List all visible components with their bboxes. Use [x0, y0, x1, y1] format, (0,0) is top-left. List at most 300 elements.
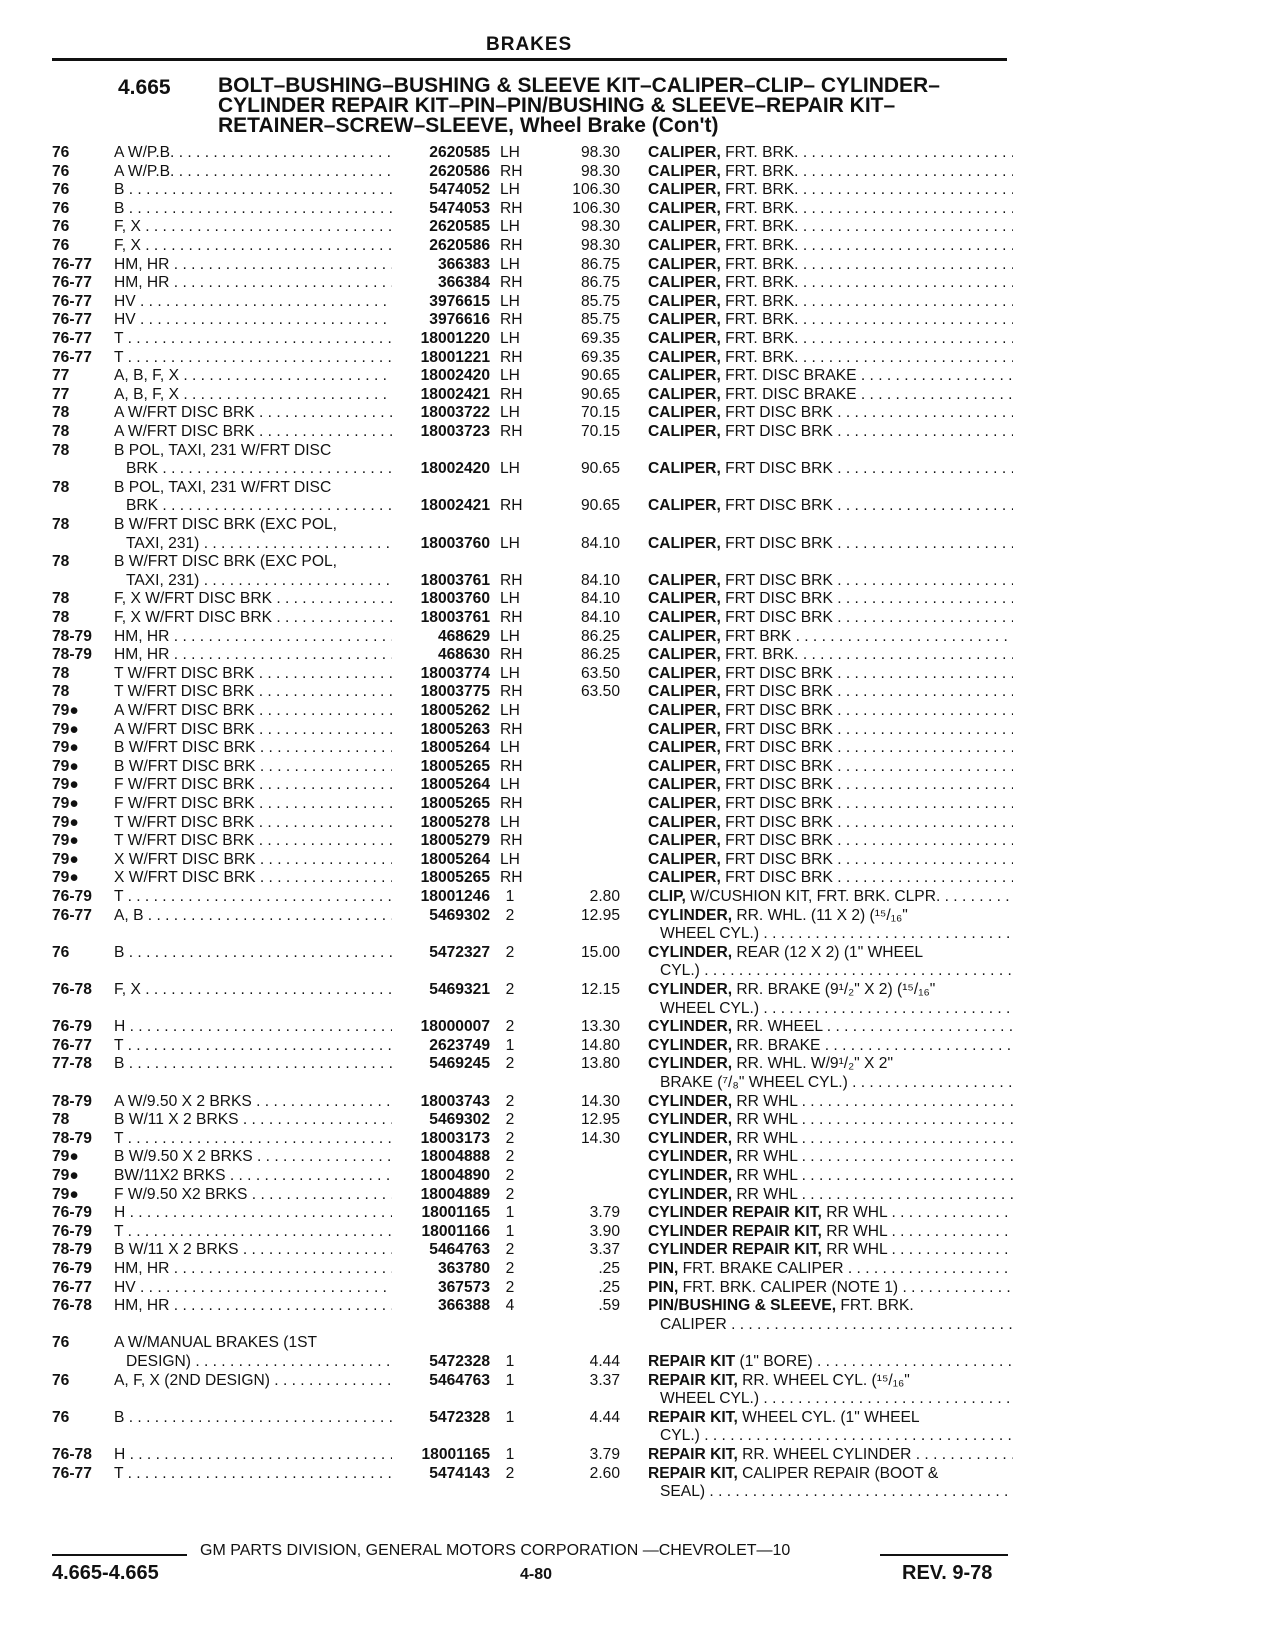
part-name: CYLINDER, — [648, 906, 733, 924]
leader-dots — [124, 1055, 392, 1072]
leader-dots — [256, 739, 392, 756]
part-detail: FRT. BRK. — [836, 1297, 914, 1315]
part-number: 18001166 — [421, 1222, 490, 1240]
leader-dots — [169, 1297, 392, 1314]
side-indicator: LH — [500, 181, 520, 199]
part-detail-cont: CYL.) — [660, 962, 700, 980]
side-indicator: RH — [500, 571, 523, 589]
leader-dots — [700, 962, 1012, 979]
part-detail: RR WHL — [732, 1092, 798, 1110]
part-description — [648, 423, 1013, 442]
model-applicability — [114, 702, 392, 721]
model-text: B W/11 X 2 BRKS — [114, 1111, 239, 1129]
part-description — [648, 1130, 1013, 1149]
side-indicator: LH — [500, 460, 520, 478]
leader-dots — [820, 1037, 1013, 1054]
model-applicability — [114, 1223, 392, 1242]
model-year: 76-77 — [52, 330, 92, 347]
model-text: A W/FRT DISC BRK — [114, 423, 255, 440]
quantity: 1 — [505, 1352, 515, 1370]
part-name: CALIPER, — [648, 497, 721, 515]
part-number: 18005265 — [420, 869, 490, 887]
part-description-cont — [660, 962, 1012, 981]
list-price: .25 — [598, 1260, 620, 1277]
model-applicability — [114, 293, 392, 312]
model-text: B — [114, 1055, 125, 1073]
part-name: PIN, — [648, 1260, 679, 1277]
part-number: 2620586 — [429, 162, 490, 180]
part-description — [648, 758, 1013, 777]
leader-dots — [123, 1465, 392, 1482]
part-description — [648, 144, 1013, 163]
model-applicability — [114, 628, 392, 647]
leader-dots — [141, 218, 392, 235]
part-detail: FRT DISC BRK — [720, 497, 833, 515]
part-name: REPAIR KIT, — [648, 1446, 738, 1463]
model-applicability — [114, 1409, 392, 1428]
part-number: 18005264 — [420, 776, 490, 794]
model-text: HM, HR — [114, 1260, 170, 1277]
model-year: 79● — [52, 1185, 79, 1203]
part-name: CYLINDER, — [648, 943, 733, 961]
model-text: F, X — [114, 981, 141, 998]
leader-dots — [252, 1093, 392, 1110]
leader-dots — [798, 218, 1013, 235]
footer-rule — [880, 1554, 1008, 1556]
leader-dots — [136, 311, 392, 328]
list-price: 3.37 — [589, 1371, 620, 1389]
list-price: .25 — [598, 1278, 620, 1296]
side-indicator: RH — [500, 237, 523, 254]
quantity: 1 — [505, 1204, 515, 1222]
side-indicator: LH — [500, 404, 520, 422]
part-description — [648, 1093, 1013, 1112]
leader-dots — [179, 367, 392, 384]
side-indicator: LH — [500, 813, 520, 831]
part-number: 5474143 — [429, 1464, 490, 1482]
part-detail: FRT DISC BRK — [720, 832, 833, 850]
model-applicability — [114, 423, 392, 442]
part-name: CALIPER, — [648, 237, 721, 254]
part-name: CYLINDER, — [648, 1111, 733, 1129]
part-name: CALIPER, — [648, 776, 721, 794]
part-detail: RR WHL — [821, 1222, 888, 1240]
part-name: CALIPER, — [648, 571, 721, 589]
side-indicator: RH — [500, 385, 523, 403]
part-number: 18005265 — [420, 795, 490, 812]
model-year: 77 — [52, 367, 70, 385]
model-applicability — [114, 646, 392, 665]
part-name: CALIPER, — [648, 757, 721, 775]
model-text: B POL, TAXI, 231 W/FRT DISC — [114, 441, 332, 459]
model-applicability — [114, 888, 392, 907]
part-detail: RR WHL — [732, 1111, 798, 1129]
model-text: B W/FRT DISC BRK (EXC POL, — [114, 553, 337, 571]
part-description-cont — [660, 1000, 1012, 1019]
quantity: 2 — [505, 1241, 515, 1259]
part-description — [648, 181, 1013, 200]
leader-dots — [833, 702, 1013, 719]
part-detail: FRT. BRK. — [720, 144, 799, 161]
leader-dots — [700, 1427, 1012, 1444]
model-year: 76 — [52, 162, 70, 180]
model-text: HM, HR — [114, 627, 170, 645]
model-text: A W/FRT DISC BRK — [114, 404, 255, 422]
model-applicability — [114, 981, 392, 1000]
leader-dots — [272, 609, 392, 626]
part-number: 5474053 — [429, 199, 490, 217]
part-detail: W/CUSHION KIT, FRT. BRK. CLPR. — [685, 888, 941, 905]
part-name: CALIPER, — [648, 292, 721, 310]
leader-dots — [255, 423, 392, 440]
quantity: 1 — [505, 1408, 515, 1426]
leader-dots — [833, 572, 1013, 589]
model-text-cont: BRK — [126, 460, 159, 478]
side-indicator: RH — [500, 683, 523, 701]
part-detail: FRT DISC BRK — [720, 776, 833, 794]
model-text: A, B, F, X — [114, 367, 179, 385]
leader-dots — [833, 776, 1013, 793]
part-name: CYLINDER, — [648, 1055, 733, 1073]
part-description — [648, 311, 1013, 330]
part-detail-cont: BRAKE (⁷/₈" WHEEL CYL.) — [660, 1073, 848, 1091]
part-detail: FRT. BRK. — [720, 255, 799, 273]
model-applicability — [114, 1167, 392, 1186]
model-applicability — [114, 144, 392, 163]
leader-dots — [255, 795, 392, 812]
part-description — [648, 218, 1013, 237]
leader-dots — [822, 1018, 1013, 1035]
part-description — [648, 795, 1013, 814]
model-applicability — [114, 386, 392, 405]
leader-dots — [255, 404, 392, 421]
leader-dots — [169, 646, 392, 663]
part-description — [648, 683, 1013, 702]
leader-dots — [848, 1074, 1012, 1091]
part-name: CALIPER, — [648, 813, 721, 831]
model-year: 76-77 — [52, 274, 92, 292]
part-description — [648, 535, 1013, 554]
side-indicator: RH — [500, 720, 523, 738]
part-number: 3976616 — [429, 311, 490, 329]
part-detail: FRT DISC BRK — [720, 720, 833, 738]
model-text: T — [114, 348, 124, 366]
section-title-line: CYLINDER REPAIR KIT–PIN–PIN/BUSHING & SLEEVE–REPAIR KIT– — [218, 94, 896, 117]
part-number: 2620585 — [429, 144, 490, 161]
leader-dots — [833, 590, 1013, 607]
model-applicability — [114, 1018, 392, 1037]
leader-dots — [797, 1111, 1013, 1128]
part-description-cont — [660, 1074, 1012, 1093]
model-text: B W/11 X 2 BRKS — [114, 1241, 239, 1259]
part-number: 468630 — [437, 646, 490, 664]
leader-dots — [239, 1241, 392, 1258]
part-description — [648, 1037, 1013, 1056]
part-detail: FRT. BRAKE CALIPER — [678, 1260, 844, 1277]
part-detail: FRT. BRK. — [720, 199, 799, 217]
model-applicability — [114, 200, 392, 219]
model-year: 76 — [52, 1371, 70, 1389]
part-description — [648, 1204, 1013, 1223]
list-price: 86.25 — [580, 646, 620, 664]
part-description-cont — [660, 1427, 1012, 1446]
leader-dots — [270, 1372, 392, 1389]
side-indicator: RH — [500, 311, 523, 329]
model-text-cont: BRK — [126, 497, 159, 515]
leader-dots — [797, 1148, 1013, 1165]
list-price: 70.15 — [580, 404, 620, 422]
leader-dots — [169, 274, 392, 291]
leader-dots — [798, 293, 1013, 310]
leader-dots — [199, 572, 392, 589]
leader-dots — [123, 888, 392, 905]
model-applicability — [114, 683, 392, 702]
leader-dots — [191, 1353, 392, 1370]
part-detail: FRT. BRK. — [720, 292, 799, 310]
model-applicability — [114, 758, 392, 777]
model-text: BW/11X2 BRKS — [114, 1167, 226, 1184]
leader-dots — [833, 535, 1013, 552]
model-text: T W/FRT DISC BRK — [114, 683, 255, 701]
quantity: 1 — [505, 1222, 515, 1240]
model-text: A W/9.50 X 2 BRKS — [114, 1092, 252, 1110]
part-number: 18003723 — [420, 423, 490, 440]
leader-dots — [124, 200, 392, 217]
part-description — [648, 1353, 1013, 1372]
side-indicator: RH — [500, 162, 523, 180]
part-name: CALIPER, — [648, 683, 721, 701]
part-detail: FRT DISC BRK — [720, 571, 833, 589]
model-applicability — [114, 1204, 392, 1223]
part-description — [648, 274, 1013, 293]
side-indicator: LH — [500, 850, 520, 868]
part-description — [648, 163, 1013, 182]
list-price: 84.10 — [580, 609, 620, 626]
model-year: 79● — [52, 813, 79, 831]
model-text: HM, HR — [114, 274, 170, 292]
leader-dots — [833, 869, 1013, 886]
part-description — [648, 1018, 1013, 1037]
leader-dots — [833, 460, 1013, 477]
part-number: 18004889 — [420, 1185, 490, 1203]
leader-dots — [136, 293, 392, 310]
side-indicator: RH — [500, 609, 523, 626]
part-name: CALIPER, — [648, 218, 721, 236]
quantity: 2 — [505, 1278, 515, 1296]
model-year: 78 — [52, 609, 70, 626]
model-text: A W/P.B. — [114, 162, 175, 180]
leader-dots — [136, 1279, 392, 1296]
part-name: CALIPER, — [648, 348, 721, 366]
model-year: 76 — [52, 943, 70, 961]
part-detail: FRT DISC BRK — [720, 460, 833, 478]
part-number: 18005262 — [420, 702, 490, 719]
quantity: 1 — [505, 1371, 515, 1389]
part-number: 18002421 — [420, 385, 490, 403]
leader-dots — [705, 1483, 1012, 1500]
part-number: 2623749 — [429, 1036, 490, 1054]
part-number: 18004888 — [420, 1148, 490, 1166]
part-detail: FRT DISC BRK — [720, 590, 833, 608]
model-text: A, B — [114, 906, 144, 924]
model-year: 76-79 — [52, 1018, 92, 1036]
part-name: CALIPER, — [648, 720, 721, 738]
model-applicability — [114, 218, 392, 237]
part-number: 18005265 — [420, 757, 490, 775]
part-description — [648, 1446, 1013, 1465]
part-description — [648, 814, 1013, 833]
leader-dots — [158, 460, 392, 477]
part-detail: FRT DISC BRK — [720, 404, 833, 422]
leader-dots — [125, 1204, 392, 1221]
model-text: B W/FRT DISC BRK (EXC POL, — [114, 516, 337, 533]
leader-dots — [798, 181, 1013, 198]
model-text: B POL, TAXI, 231 W/FRT DISC — [114, 478, 332, 496]
part-description-cont — [660, 1483, 1012, 1502]
model-applicability — [114, 944, 392, 963]
part-detail: REAR (12 X 2) (1" WHEEL — [732, 943, 924, 961]
part-number: 18003775 — [420, 683, 490, 701]
leader-dots — [833, 814, 1013, 831]
leader-dots — [169, 1260, 392, 1277]
list-price: 86.25 — [580, 627, 620, 645]
model-applicability — [114, 795, 392, 814]
model-applicability — [114, 367, 392, 386]
model-year: 76 — [52, 1334, 70, 1352]
part-description — [648, 572, 1013, 591]
leader-dots — [141, 237, 392, 254]
part-description — [648, 1297, 1013, 1316]
list-price: 3.90 — [589, 1222, 620, 1240]
list-price: 86.75 — [580, 274, 620, 292]
model-year: 79● — [52, 776, 79, 794]
part-detail: FRT. BRK. — [720, 646, 799, 664]
leader-dots — [798, 144, 1013, 161]
part-description — [648, 1409, 1013, 1428]
model-year: 78 — [52, 478, 70, 496]
model-text: A W/MANUAL BRAKES (1ST — [114, 1334, 318, 1352]
list-price: 106.30 — [572, 199, 620, 217]
part-name: CALIPER, — [648, 739, 721, 757]
part-number: 18003774 — [420, 664, 490, 682]
model-applicability — [114, 1093, 392, 1112]
part-detail: RR. WHL. W/9¹/₂" X 2" — [732, 1055, 893, 1073]
leader-dots — [887, 1223, 1013, 1240]
model-year: 79● — [52, 1148, 79, 1166]
header-rule — [52, 58, 1007, 61]
leader-dots — [833, 832, 1013, 849]
model-text: B W/9.50 X 2 BRKS — [114, 1148, 253, 1166]
part-name: REPAIR KIT — [648, 1352, 736, 1370]
part-name: CALIPER, — [648, 144, 721, 161]
model-applicability-cont — [126, 572, 392, 591]
part-description — [648, 367, 1013, 386]
model-applicability — [114, 721, 392, 740]
model-year: 76-77 — [52, 292, 92, 310]
part-number: 363780 — [437, 1260, 490, 1277]
list-price: 86.75 — [580, 255, 620, 273]
model-applicability — [114, 404, 392, 423]
part-description — [648, 1167, 1013, 1186]
list-price: 3.37 — [589, 1241, 620, 1259]
part-description — [648, 832, 1013, 851]
part-number: 18002420 — [420, 460, 490, 478]
part-detail: CALIPER REPAIR (BOOT & — [737, 1464, 939, 1482]
model-text: T — [114, 1036, 124, 1054]
side-indicator: RH — [500, 869, 523, 887]
model-text: B W/FRT DISC BRK — [114, 739, 256, 757]
part-name: CALIPER, — [648, 609, 721, 626]
model-year: 78 — [52, 590, 70, 608]
part-detail-cont: WHEEL CYL.) — [660, 1390, 760, 1408]
model-applicability — [114, 163, 392, 182]
part-name: CALIPER, — [648, 832, 721, 850]
quantity: 2 — [505, 1092, 515, 1110]
part-description-cont — [660, 925, 1012, 944]
model-text: T — [114, 330, 124, 347]
model-applicability — [114, 1260, 392, 1279]
list-price: 85.75 — [580, 311, 620, 329]
model-applicability — [114, 349, 392, 368]
model-text: F, X W/FRT DISC BRK — [114, 609, 272, 626]
footer-section-range: 4.665-4.665 — [52, 1562, 159, 1584]
side-indicator: LH — [500, 702, 520, 719]
leader-dots — [125, 1018, 392, 1035]
model-year: 76 — [52, 144, 70, 161]
part-name: CALIPER, — [648, 385, 721, 403]
model-year: 78-79 — [52, 1129, 92, 1147]
list-price: 63.50 — [580, 683, 620, 701]
model-year: 76-78 — [52, 1297, 92, 1315]
quantity: 2 — [505, 981, 515, 998]
model-year: 78-79 — [52, 1092, 92, 1110]
part-detail: FRT DISC BRK — [720, 609, 833, 626]
quantity: 2 — [505, 1260, 515, 1277]
model-text: B — [114, 943, 125, 961]
list-price: 84.10 — [580, 571, 620, 589]
model-applicability — [114, 665, 392, 684]
part-name: CYLINDER REPAIR KIT, — [648, 1241, 822, 1259]
model-applicability — [114, 776, 392, 795]
list-price: 12.95 — [580, 1111, 620, 1129]
model-year: 79● — [52, 739, 79, 757]
model-text: HM, HR — [114, 1297, 170, 1315]
model-text: HM, HR — [114, 646, 170, 664]
model-applicability — [114, 553, 392, 572]
model-text-cont: TAXI, 231) — [126, 571, 200, 589]
model-text: B W/FRT DISC BRK — [114, 757, 256, 775]
quantity: 2 — [505, 1464, 515, 1482]
model-applicability — [114, 311, 392, 330]
leader-dots — [256, 869, 392, 886]
model-year: 79● — [52, 757, 79, 775]
part-detail: RR. BRAKE — [732, 1036, 821, 1054]
part-name: CALIPER, — [648, 460, 721, 478]
model-text: HM, HR — [114, 255, 170, 273]
list-price: 14.30 — [580, 1092, 620, 1110]
side-indicator: LH — [500, 330, 520, 347]
part-number: 5464763 — [429, 1241, 490, 1259]
part-number: 18003722 — [420, 404, 490, 422]
part-detail: RR. WHL. (11 X 2) (¹⁵/₁₆" — [732, 906, 908, 924]
part-detail: FRT. BRK. — [720, 218, 799, 236]
model-applicability — [114, 1037, 392, 1056]
leader-dots — [833, 739, 1013, 756]
leader-dots — [124, 944, 392, 961]
model-applicability — [114, 442, 392, 461]
model-applicability — [114, 1465, 392, 1484]
section-title-line: BOLT–BUSHING–BUSHING & SLEEVE KIT–CALIPER–CLIP– CYLINDER– — [218, 74, 940, 97]
